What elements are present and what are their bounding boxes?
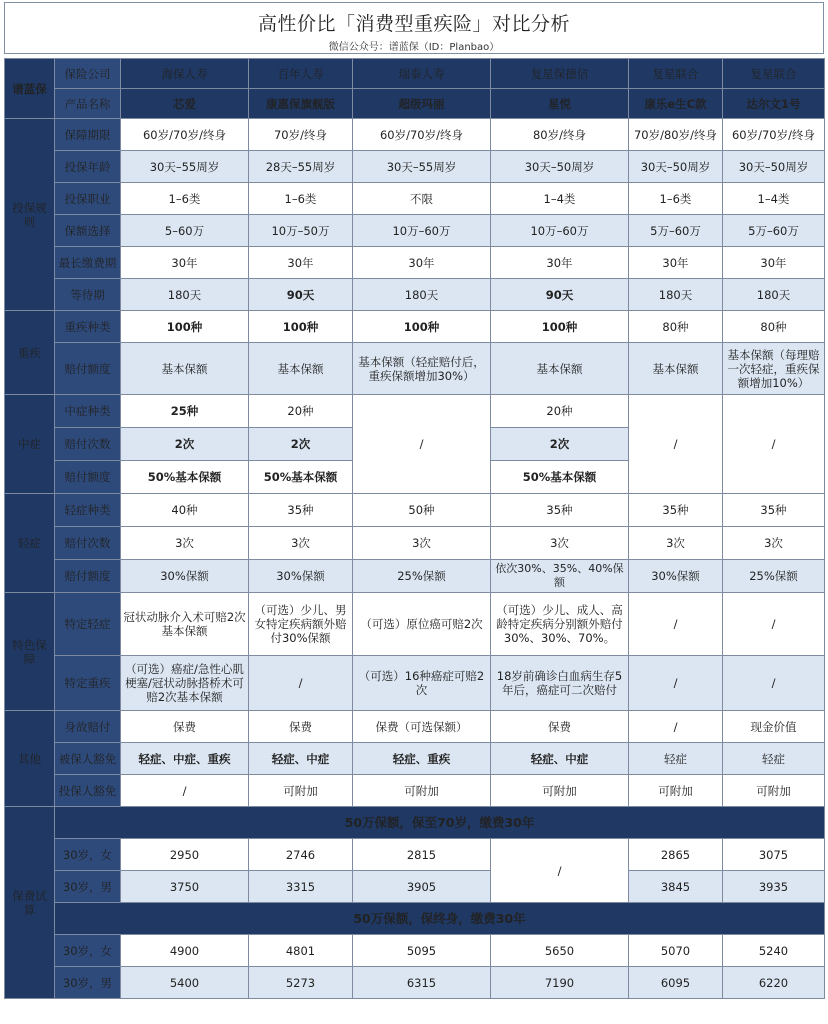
product-cell: 康乐e生C款 <box>629 89 723 119</box>
product-cell: 芯爱 <box>121 89 249 119</box>
section-premium: 保费试算 <box>5 807 55 999</box>
row-label: 身故赔付 <box>55 711 121 743</box>
cell: 可附加 <box>491 775 629 807</box>
cell-na: / <box>353 395 491 494</box>
premium-banner-to70: 50万保额，保至70岁，缴费30年 <box>55 807 825 839</box>
cell: 可附加 <box>629 775 723 807</box>
cell: / <box>629 593 723 656</box>
premium-female-row <box>5 839 825 871</box>
cell: 4900 <box>121 935 249 967</box>
row-label: 最长缴费期 <box>55 247 121 279</box>
cell: 60岁/70岁/终身 <box>723 119 825 151</box>
cell: 2次 <box>249 428 353 461</box>
company-cell: 复星保德信 <box>491 59 629 89</box>
cell: 30年 <box>491 247 629 279</box>
critical-types-row <box>5 311 825 343</box>
cell: （可选）少儿、成人、高龄特定疾病分别额外赔付30%、30%、70%。 <box>491 593 629 656</box>
premium-banner-life: 50万保额，保终身，缴费30年 <box>55 903 825 935</box>
holder-waiver-row <box>5 775 825 807</box>
cell: 180天 <box>353 279 491 311</box>
company-label: 保险公司 <box>55 59 121 89</box>
cell: / <box>249 656 353 711</box>
cell: 90天 <box>491 279 629 311</box>
section-moderate: 中症 <box>5 395 55 494</box>
cell: 180天 <box>629 279 723 311</box>
cell: 基本保额（每理赔一次轻症，重疾保额增加10%） <box>723 343 825 395</box>
cell: 70岁/80岁/终身 <box>629 119 723 151</box>
premium-banner-row <box>5 807 825 839</box>
cell: 1–6类 <box>121 183 249 215</box>
row-label: 重疾种类 <box>55 311 121 343</box>
cell: 可附加 <box>353 775 491 807</box>
product-cell: 康惠保旗舰版 <box>249 89 353 119</box>
cell: 5070 <box>629 935 723 967</box>
company-row <box>5 59 825 89</box>
cell: 3315 <box>249 871 353 903</box>
product-cell: 超级玛丽 <box>353 89 491 119</box>
cell: 30%保额 <box>249 560 353 593</box>
cell: 30年 <box>629 247 723 279</box>
cell: 100种 <box>121 311 249 343</box>
cell: 6095 <box>629 967 723 999</box>
cell: 30天–50周岁 <box>491 151 629 183</box>
premium-banner-row <box>5 903 825 935</box>
cell: 轻症、中症、重疾 <box>121 743 249 775</box>
cell: 10万–60万 <box>491 215 629 247</box>
cell: / <box>629 656 723 711</box>
cell: 80种 <box>629 311 723 343</box>
special-critical-row <box>5 656 825 711</box>
rule-row <box>5 215 825 247</box>
cell: 3075 <box>723 839 825 871</box>
cell: 35种 <box>723 494 825 527</box>
cell: 180天 <box>121 279 249 311</box>
row-label: 投保职业 <box>55 183 121 215</box>
row-label: 30岁，女 <box>55 935 121 967</box>
cell: 20种 <box>249 395 353 428</box>
page-subtitle: 微信公众号：谱蓝保（ID：Planbao） <box>328 42 500 53</box>
cell: 1–6类 <box>629 183 723 215</box>
cell: 5650 <box>491 935 629 967</box>
cell-na: / <box>491 839 629 903</box>
cell: 3次 <box>353 527 491 560</box>
cell: 50%基本保额 <box>121 461 249 494</box>
cell: / <box>629 711 723 743</box>
row-label: 赔付额度 <box>55 560 121 593</box>
mild-times-row <box>5 527 825 560</box>
rule-row <box>5 151 825 183</box>
cell: 依次30%、35%、40%保额 <box>491 560 629 593</box>
company-cell: 复星联合 <box>723 59 825 89</box>
cell: 40种 <box>121 494 249 527</box>
rule-row <box>5 183 825 215</box>
cell: 5万–60万 <box>629 215 723 247</box>
cell: 90天 <box>249 279 353 311</box>
cell: 2次 <box>121 428 249 461</box>
cell: 30年 <box>121 247 249 279</box>
row-label: 轻症种类 <box>55 494 121 527</box>
cell: 不限 <box>353 183 491 215</box>
cell-na: / <box>629 395 723 494</box>
cell: 基本保额 <box>121 343 249 395</box>
cell: 50%基本保额 <box>249 461 353 494</box>
cell: 30年 <box>723 247 825 279</box>
moderate-types-row <box>5 395 825 428</box>
cell: 50%基本保额 <box>491 461 629 494</box>
cell: 基本保额 <box>491 343 629 395</box>
product-cell: 达尔文1号 <box>723 89 825 119</box>
critical-amount-row <box>5 343 825 395</box>
cell: 30天–50周岁 <box>723 151 825 183</box>
cell: （可选）少儿、男女特定疾病额外赔付30%保额 <box>249 593 353 656</box>
cell: 可附加 <box>723 775 825 807</box>
cell: 30年 <box>353 247 491 279</box>
row-label: 赔付次数 <box>55 428 121 461</box>
row-label: 30岁，男 <box>55 967 121 999</box>
cell: 6315 <box>353 967 491 999</box>
death-row <box>5 711 825 743</box>
cell: 7190 <box>491 967 629 999</box>
row-label: 投保人豁免 <box>55 775 121 807</box>
premium-male-row <box>5 871 825 903</box>
cell: 10万–50万 <box>249 215 353 247</box>
cell: 3次 <box>249 527 353 560</box>
row-label: 特定轻症 <box>55 593 121 656</box>
section-other: 其他 <box>5 711 55 807</box>
row-label: 保障期限 <box>55 119 121 151</box>
cell: 2746 <box>249 839 353 871</box>
rule-row <box>5 279 825 311</box>
cell: 50种 <box>353 494 491 527</box>
cell: 基本保额 <box>629 343 723 395</box>
cell: 3次 <box>491 527 629 560</box>
cell: 35种 <box>629 494 723 527</box>
company-cell: 百年人寿 <box>249 59 353 89</box>
rule-row <box>5 247 825 279</box>
row-label: 投保年龄 <box>55 151 121 183</box>
premium-female-row <box>5 935 825 967</box>
cell: 30天–55周岁 <box>121 151 249 183</box>
row-label: 被保人豁免 <box>55 743 121 775</box>
row-label: 等待期 <box>55 279 121 311</box>
cell: 冠状动脉介入术可赔2次基本保额 <box>121 593 249 656</box>
cell: 5万–60万 <box>723 215 825 247</box>
cell: 100种 <box>353 311 491 343</box>
cell: 2次 <box>491 428 629 461</box>
mild-amount-row <box>5 560 825 593</box>
company-cell: 瑞泰人寿 <box>353 59 491 89</box>
row-label: 中症种类 <box>55 395 121 428</box>
cell: 35种 <box>491 494 629 527</box>
special-mild-row <box>5 593 825 656</box>
cell: （可选）癌症/急性心肌梗塞/冠状动脉搭桥术可赔2次基本保额 <box>121 656 249 711</box>
row-label: 30岁，女 <box>55 839 121 871</box>
cell: 30年 <box>249 247 353 279</box>
cell-na: / <box>723 395 825 494</box>
cell: 现金价值 <box>723 711 825 743</box>
cell: 5095 <box>353 935 491 967</box>
cell: 轻症 <box>629 743 723 775</box>
cell: / <box>121 775 249 807</box>
cell: 4801 <box>249 935 353 967</box>
cell: 1–4类 <box>723 183 825 215</box>
cell: 100种 <box>249 311 353 343</box>
product-label: 产品名称 <box>55 89 121 119</box>
cell: 3次 <box>121 527 249 560</box>
cell: 保费（可选保额） <box>353 711 491 743</box>
product-cell: 星悦 <box>491 89 629 119</box>
cell: 25种 <box>121 395 249 428</box>
cell: 轻症、中症 <box>249 743 353 775</box>
row-label: 保额选择 <box>55 215 121 247</box>
cell: 3845 <box>629 871 723 903</box>
cell: 轻症、重疾 <box>353 743 491 775</box>
cell: 5400 <box>121 967 249 999</box>
mild-types-row <box>5 494 825 527</box>
cell: 80岁/终身 <box>491 119 629 151</box>
page-title: 高性价比「消费型重疾险」对比分析 <box>257 13 570 35</box>
cell: 20种 <box>491 395 629 428</box>
cell: 10万–60万 <box>353 215 491 247</box>
cell: 基本保额（轻症赔付后，重疾保额增加30%） <box>353 343 491 395</box>
cell: 3905 <box>353 871 491 903</box>
cell: 基本保额 <box>249 343 353 395</box>
title-box <box>4 2 824 54</box>
section-special: 特色保障 <box>5 593 55 711</box>
cell: （可选）原位癌可赔2次 <box>353 593 491 656</box>
cell: 轻症 <box>723 743 825 775</box>
cell: 30天–50周岁 <box>629 151 723 183</box>
cell: 30天–55周岁 <box>353 151 491 183</box>
cell: 30%保额 <box>629 560 723 593</box>
cell: （可选）16种癌症可赔2次 <box>353 656 491 711</box>
cell: 100种 <box>491 311 629 343</box>
cell: 2865 <box>629 839 723 871</box>
cell: 80种 <box>723 311 825 343</box>
product-row <box>5 89 825 119</box>
section-mild: 轻症 <box>5 494 55 593</box>
cell: 1–6类 <box>249 183 353 215</box>
cell: 5–60万 <box>121 215 249 247</box>
cell: 70岁/终身 <box>249 119 353 151</box>
company-cell: 海保人寿 <box>121 59 249 89</box>
cell: 保费 <box>121 711 249 743</box>
row-label: 30岁，男 <box>55 871 121 903</box>
row-label: 赔付额度 <box>55 343 121 395</box>
cell: / <box>723 656 825 711</box>
cell: 保费 <box>249 711 353 743</box>
cell: 3750 <box>121 871 249 903</box>
cell: 60岁/70岁/终身 <box>121 119 249 151</box>
row-label: 赔付次数 <box>55 527 121 560</box>
company-cell: 复星联合 <box>629 59 723 89</box>
cell: 35种 <box>249 494 353 527</box>
cell: 6220 <box>723 967 825 999</box>
section-critical: 重疾 <box>5 311 55 395</box>
rule-row <box>5 119 825 151</box>
row-label: 赔付额度 <box>55 461 121 494</box>
cell: 180天 <box>723 279 825 311</box>
cell: 3次 <box>629 527 723 560</box>
cell: 5273 <box>249 967 353 999</box>
comparison-table <box>4 58 825 999</box>
row-label: 特定重疾 <box>55 656 121 711</box>
cell: 3次 <box>723 527 825 560</box>
premium-male-row <box>5 967 825 999</box>
cell: 保费 <box>491 711 629 743</box>
cell: 60岁/70岁/终身 <box>353 119 491 151</box>
cell: 18岁前确诊白血病生存5年后，癌症可二次赔付 <box>491 656 629 711</box>
brand-label: 谱蓝保 <box>5 59 55 119</box>
cell: 28天–55周岁 <box>249 151 353 183</box>
cell: 25%保额 <box>723 560 825 593</box>
cell: 25%保额 <box>353 560 491 593</box>
cell: 轻症、中症 <box>491 743 629 775</box>
cell: 2950 <box>121 839 249 871</box>
cell: 1–4类 <box>491 183 629 215</box>
cell: 可附加 <box>249 775 353 807</box>
section-rules: 投保规则 <box>5 119 55 311</box>
cell: 2815 <box>353 839 491 871</box>
cell: 3935 <box>723 871 825 903</box>
cell: 30%保额 <box>121 560 249 593</box>
insured-waiver-row <box>5 743 825 775</box>
cell: / <box>723 593 825 656</box>
cell: 5240 <box>723 935 825 967</box>
